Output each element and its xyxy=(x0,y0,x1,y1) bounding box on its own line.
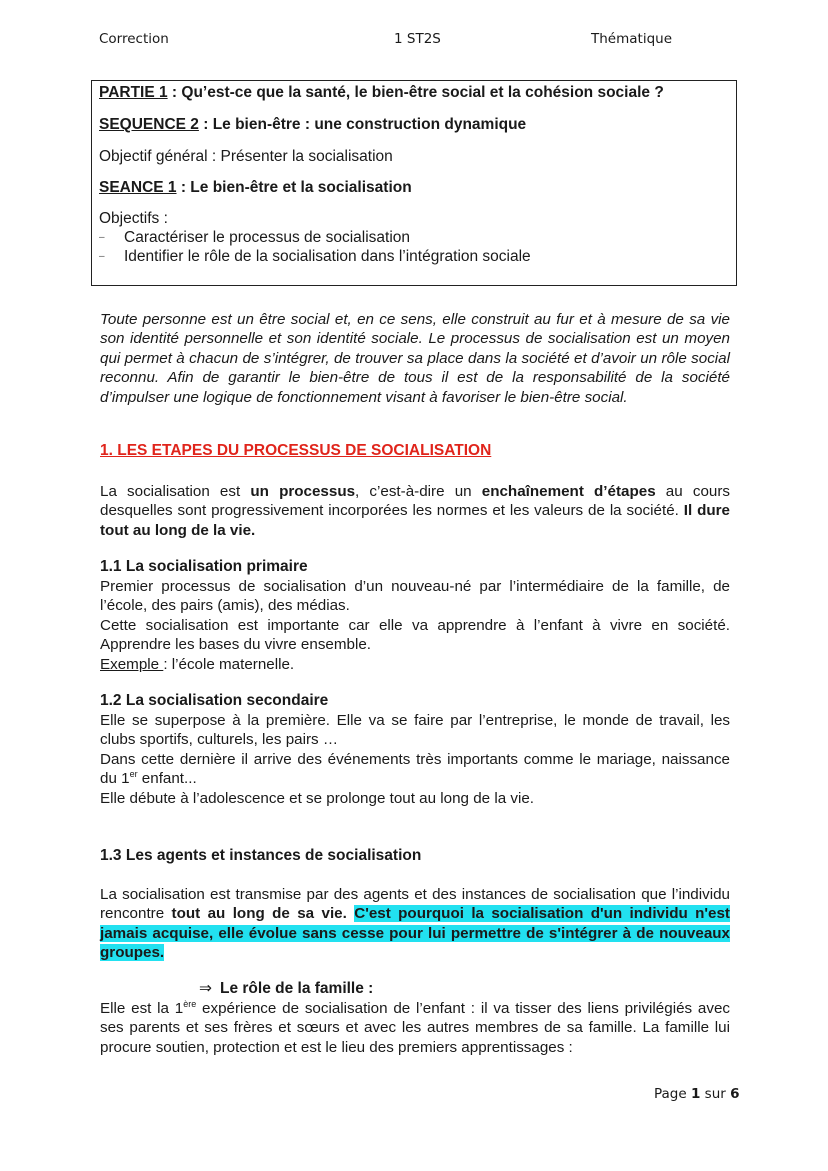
page-number: 1 xyxy=(690,1086,701,1102)
text-run: La socialisation est transmise par des agents et des instances de socialisation que l’individu rencontre xyxy=(100,886,730,923)
partie-heading xyxy=(99,84,664,102)
s11-line-1: Premier processus de socialisation d’un nouveau-né par l’intermédiaire de la famille, de l’école, des pairs (amis), des médias. xyxy=(100,578,730,615)
footer-text: sur xyxy=(700,1086,731,1102)
bold-run: un processus xyxy=(250,483,356,500)
objectif-item xyxy=(99,247,531,266)
exemple-text: : l’école maternelle. xyxy=(163,655,295,673)
objectif-item xyxy=(99,228,531,247)
objectifs-title: Objectifs : xyxy=(99,210,168,227)
subsection-1-3-body xyxy=(100,885,730,963)
page-footer xyxy=(654,1086,740,1102)
objectifs-list xyxy=(99,228,531,266)
seance-heading xyxy=(99,179,412,197)
superscript: ère xyxy=(183,999,197,1009)
bold-run: tout au long de sa vie. xyxy=(171,905,347,923)
text-run: Dans cette dernière il arrive des événements très importants comme le mariage, naissance du 1 xyxy=(100,750,730,788)
dash-bullet-icon: – xyxy=(99,232,105,243)
bold-run: Il dure tout au long de la vie. xyxy=(100,502,730,539)
partie-text: : Qu’est-ce que la santé, le bien-être social et la cohésion sociale ? xyxy=(167,84,664,101)
text-run: expérience de socialisation de l’enfant : il va tisser des liens privilégiés avec ses parents et ses frères et sœurs et avec les autres membres de sa famille. La famille lui procure soutien, protection et est le lieu des premiers apprentissages : xyxy=(100,1000,730,1056)
header-left: Correction xyxy=(99,31,169,47)
s12-line-2 xyxy=(100,750,730,789)
subsection-1-3-title: 1.3 Les agents et instances de socialisation xyxy=(100,847,422,864)
highlighted-text: C'est pourquoi la socialisation d'un individu n'est jamais acquise, elle évolue sans cesse pour lui permettre de s'intégrer à de nouveaux groupes. xyxy=(100,905,730,962)
page-total: 6 xyxy=(730,1086,740,1102)
seance-text: : Le bien-être et la socialisation xyxy=(176,179,412,196)
s11-line-2: Cette socialisation est importante car elle va apprendre à l’enfant à vivre en société. Apprendre les bases du vivre ensemble. xyxy=(100,616,730,654)
arrow-right-icon: ⇒ xyxy=(199,980,212,997)
famille-heading xyxy=(199,979,373,998)
s12-line-1: Elle se superpose à la première. Elle va se faire par l’entreprise, le monde de travail, les clubs sportifs, culturels, les pairs … xyxy=(100,712,730,749)
text-run: Elle est la 1 xyxy=(100,1000,184,1017)
sequence-label: SEQUENCE 2 xyxy=(99,116,199,133)
section-1-paragraph xyxy=(100,482,730,540)
sequence-heading xyxy=(99,116,526,134)
subsection-1-2-body xyxy=(100,711,730,808)
objectif-text: Caractériser le processus de socialisation xyxy=(124,229,411,246)
partie-label: PARTIE 1 xyxy=(99,84,168,101)
footer-text: Page xyxy=(654,1086,691,1102)
subsection-1-1-body xyxy=(100,577,730,674)
header-right: Thématique xyxy=(591,31,673,47)
text-run: au cours desquelles sont progressivement incorporées les normes et les valeurs de la société. xyxy=(100,483,730,520)
famille-paragraph xyxy=(100,999,730,1057)
objectif-text: Identifier le rôle de la socialisation dans l’intégration sociale xyxy=(124,248,531,265)
text-run: La socialisation est xyxy=(100,483,251,500)
subsection-1-1-title: 1.1 La socialisation primaire xyxy=(100,558,308,575)
objectives-box xyxy=(91,80,737,286)
intro-paragraph: Toute personne est un être social et, en ce sens, elle construit au fur et à mesure de sa vie son identité personnelle et son identité sociale. Le processus de socialisation est un moyen qui permet à chacun de s’intégrer, de trouver sa place dans la société et d’avoir un rôle social reconnu. Afin de garantir le bien-être de tous il est de la responsabilité de la société d’impulser une logique de fonctionnement visant à favoriser le bien-être social. xyxy=(100,311,730,406)
subsection-1-2-title: 1.2 La socialisation secondaire xyxy=(100,692,329,709)
s11-exemple xyxy=(100,655,730,674)
superscript: er xyxy=(129,769,138,780)
text-run: , c’est-à-dire un xyxy=(355,483,482,500)
exemple-label: Exemple xyxy=(100,655,164,673)
objectif-general: Objectif général : Présenter la socialisation xyxy=(99,148,393,165)
header-middle: 1 ST2S xyxy=(394,31,441,47)
famille-title: Le rôle de la famille : xyxy=(220,980,374,997)
bold-run: enchaînement d’étapes xyxy=(481,483,656,500)
seance-label: SEANCE 1 xyxy=(99,179,177,196)
section-1-title: 1. LES ETAPES DU PROCESSUS DE SOCIALISATION xyxy=(100,442,492,459)
s12-line-3: Elle débute à l’adolescence et se prolonge tout au long de la vie. xyxy=(100,789,534,807)
dash-bullet-icon: – xyxy=(99,251,105,262)
sequence-text: : Le bien-être : une construction dynamique xyxy=(198,116,527,133)
text-run: enfant... xyxy=(137,770,197,788)
